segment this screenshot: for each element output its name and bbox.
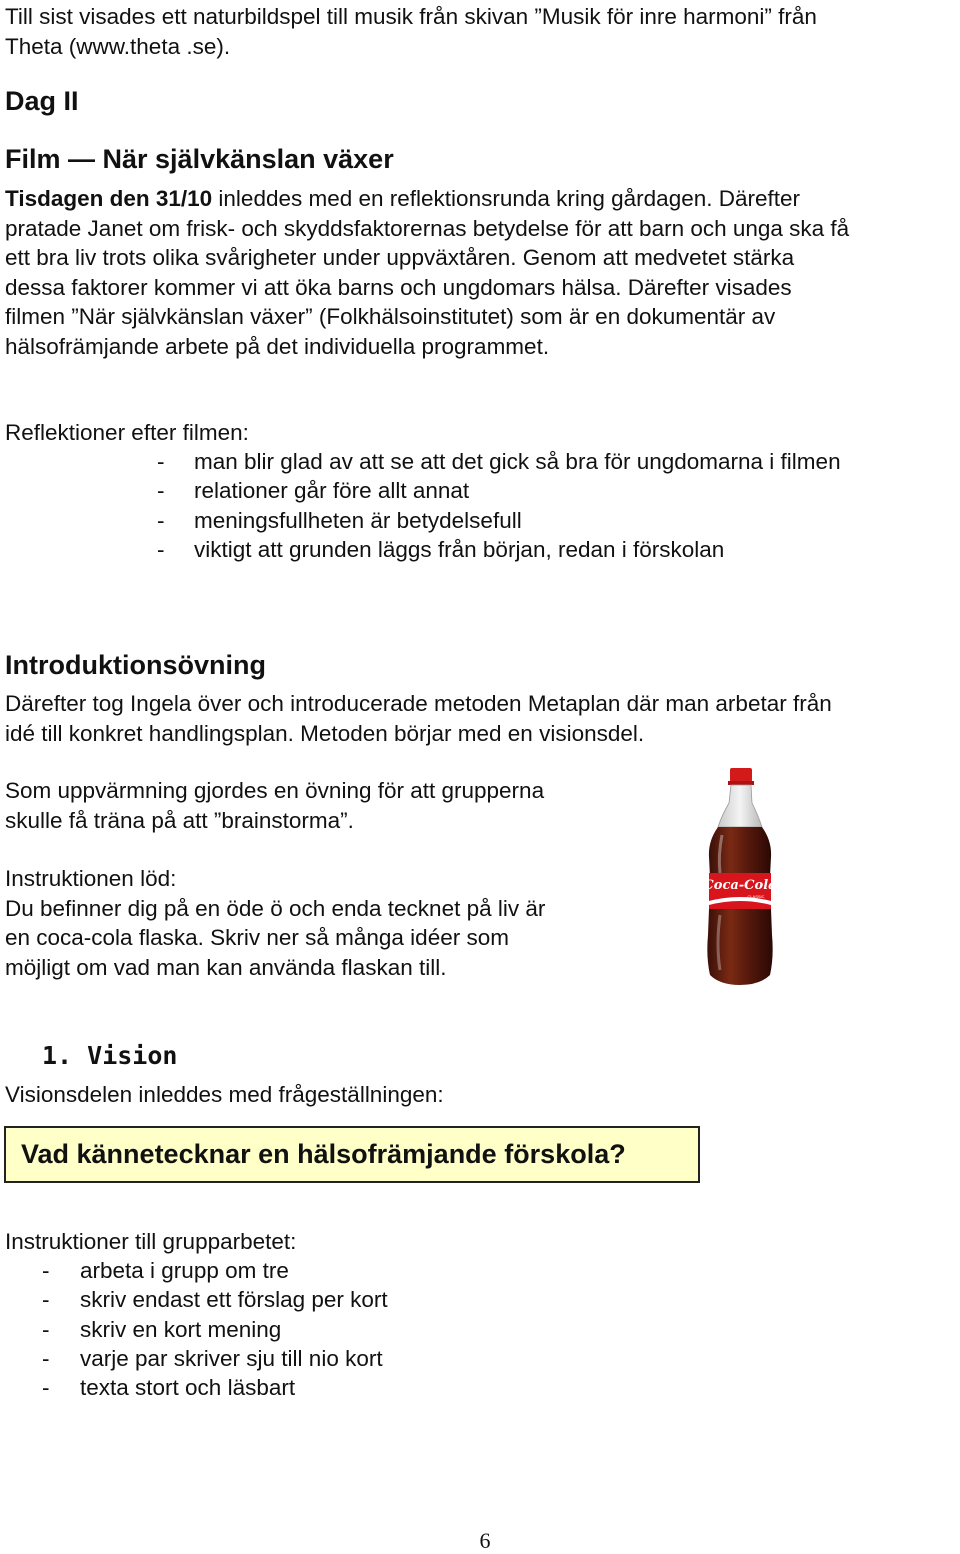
paragraph-line: möjligt om vad man kan använda flaskan till. (5, 954, 447, 980)
film-paragraph (5, 184, 849, 361)
list-item: - relationer går före allt annat (157, 478, 470, 504)
paragraph-line: skulle få träna på att ”brainstorma”. (5, 807, 354, 833)
question-box (4, 1126, 700, 1183)
list-item: - arbeta i grupp om tre (42, 1258, 289, 1283)
paragraph-line: Därefter tog Ingela över och introducerade metoden Metaplan där man arbetar från (5, 691, 832, 716)
list-item: - texta stort och läsbart (42, 1375, 296, 1401)
reflections-heading: Reflektioner efter filmen: (5, 420, 249, 445)
film-line: ett bra liv trots olika svårigheter under uppväxtåren. Genom att medvetet stärka (5, 245, 795, 270)
instruction-label: Instruktionen löd: (5, 866, 177, 891)
bottle-sublabel: CLASSIC (747, 894, 765, 899)
paragraph-line: Som uppvärmning gjordes en övning för att grupperna (5, 778, 545, 803)
intro-exercise-heading: Introduktionsövning (5, 650, 266, 680)
intro-paragraph (5, 2, 817, 61)
list-item: - viktigt att grunden läggs från början, redan i förskolan (157, 536, 725, 562)
film-line: filmen ”När självkänslan växer” (Folkhälsoinstitutet) som är en dokumentär av (5, 304, 776, 329)
paragraph-line: Du befinner dig på en öde ö och enda tecknet på liv är (5, 895, 546, 921)
instruction-paragraph (5, 864, 545, 982)
day-heading: Dag II (5, 86, 79, 116)
paragraph-line: en coca-cola flaska. Skriv ner så många idéer som (5, 925, 509, 950)
intro-line: Till sist visades ett naturbildspel till musik från skivan ”Musik för inre harmoni” från (5, 4, 817, 29)
reflections-list (157, 447, 841, 564)
intro-line: Theta (www.theta .se). (5, 33, 231, 59)
bottle-label: Coca-Cola (703, 878, 777, 893)
list-item: - skriv en kort mening (42, 1316, 282, 1342)
film-line (5, 184, 849, 214)
vision-question: Vad kännetecknar en hälsofrämjande förskola? (21, 1139, 626, 1169)
film-heading: Film — När självkänslan växer (5, 144, 394, 174)
list-item: - meningsfullheten är betydelsefull (157, 507, 522, 533)
vision-heading: 1. Vision (42, 1041, 178, 1070)
list-item: - skriv endast ett förslag per kort (42, 1287, 388, 1313)
film-line-rest: inleddes med en reflektionsrunda kring gårdagen. Därefter (212, 186, 801, 211)
warmup-paragraph (5, 776, 544, 835)
page-number: 6 (479, 1528, 491, 1553)
group-work-heading: Instruktioner till grupparbetet: (5, 1229, 297, 1254)
vision-intro: Visionsdelen inleddes med frågeställningen: (5, 1082, 444, 1107)
list-item: - varje par skriver sju till nio kort (42, 1345, 383, 1371)
intro-exercise-paragraph (5, 689, 832, 748)
group-work-list (42, 1256, 388, 1402)
list-item: - man blir glad av att se att det gick så bra för ungdomarna i filmen (157, 449, 841, 474)
paragraph-line: idé till konkret handlingsplan. Metoden börjar med en visionsdel. (5, 720, 645, 746)
film-line: pratade Janet om frisk- och skyddsfaktorernas betydelse för att barn och unga ska få (5, 215, 850, 241)
coca-cola-bottle-image (700, 765, 780, 987)
film-line: dessa faktorer kommer vi att öka barns och ungdomars hälsa. Därefter visades (5, 274, 792, 300)
film-line: hälsofrämjande arbete på det individuella programmet. (5, 333, 550, 359)
date-text: Tisdagen den 31/10 (5, 186, 213, 211)
